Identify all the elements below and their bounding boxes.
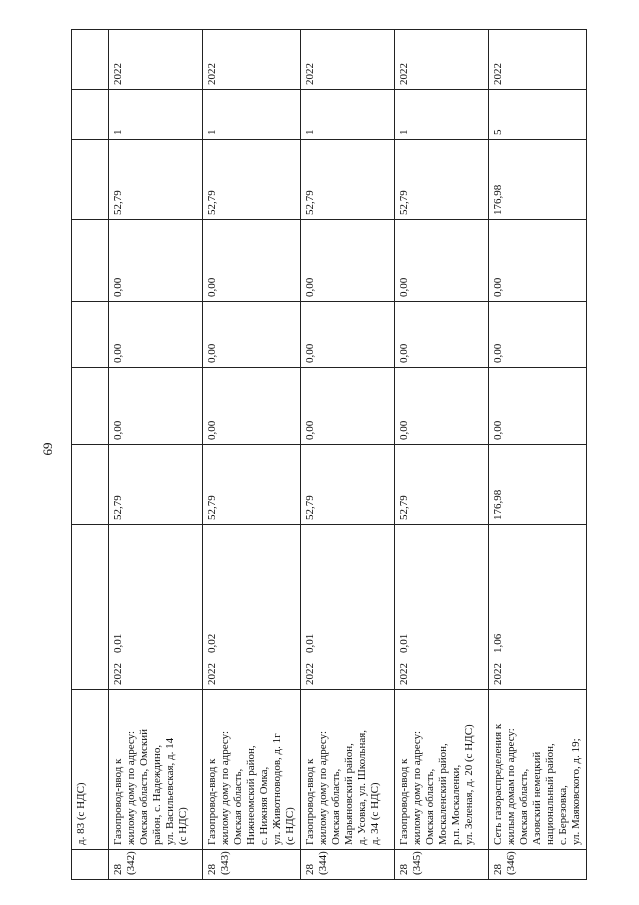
cell-start-year: 2022 xyxy=(395,30,489,90)
cell-year-param xyxy=(203,525,301,690)
cell-cost-total: 52,79 xyxy=(301,445,395,525)
description-line: район, с. Надеждино, xyxy=(151,744,163,845)
cell-c2: 0,00 xyxy=(395,302,489,368)
cell-number: 28 (344) xyxy=(301,850,395,880)
cell-c3: 0,00 xyxy=(301,220,395,302)
cell-c2: 0,00 xyxy=(489,302,587,368)
cell-continuation-text: д. 83 (с НДС) xyxy=(72,690,109,850)
description-line: Газопровод-ввод к xyxy=(304,758,316,845)
description-line: ул. Васильевская, д. 14 xyxy=(164,737,176,845)
description-line: с. Березовка, xyxy=(557,785,569,845)
cell-c2: 0,00 xyxy=(203,302,301,368)
cell-start-year: 2022 xyxy=(489,30,587,90)
description-line: Омская область, xyxy=(330,768,342,845)
cell-year-param xyxy=(489,525,587,690)
cell-empty xyxy=(72,90,109,140)
cell-number: 28 (346) xyxy=(489,850,587,880)
cell-description xyxy=(395,690,489,850)
cell-c1: 0,00 xyxy=(109,368,203,445)
cell-year-param xyxy=(109,525,203,690)
description-line: Москаленский район, xyxy=(437,743,449,845)
cell-year-param xyxy=(301,525,395,690)
cell-number: 28 (343) xyxy=(203,850,301,880)
continuation-row xyxy=(72,30,109,880)
cell-qty: 1 xyxy=(109,90,203,140)
cell-empty xyxy=(72,445,109,525)
description-line: Омская область, xyxy=(518,768,530,845)
cell-qty: 1 xyxy=(395,90,489,140)
cell-description xyxy=(109,690,203,850)
cell-number: 28 (342) xyxy=(109,850,203,880)
cell-c4: 52,79 xyxy=(109,140,203,220)
table-row xyxy=(489,30,587,880)
cell-c1: 0,00 xyxy=(301,368,395,445)
description-line: Омская область, Омский xyxy=(138,729,150,845)
description-line: жилым домам по адресу: xyxy=(505,728,517,845)
description-line: Сеть газораспределения к xyxy=(492,723,504,845)
cell-description xyxy=(301,690,395,850)
cell-year: 2022 xyxy=(304,663,316,685)
cell-c4: 176,98 xyxy=(489,140,587,220)
cell-year: 2022 xyxy=(112,663,124,685)
cell-year: 2022 xyxy=(206,663,218,685)
cell-c1: 0,00 xyxy=(489,368,587,445)
cell-cost-total: 52,79 xyxy=(203,445,301,525)
cell-qty: 1 xyxy=(203,90,301,140)
cell-cost-total: 52,79 xyxy=(109,445,203,525)
cell-c1: 0,00 xyxy=(203,368,301,445)
cell-c2: 0,00 xyxy=(301,302,395,368)
cell-cost-total: 52,79 xyxy=(395,445,489,525)
cell-cost-total: 176,98 xyxy=(489,445,587,525)
cell-empty xyxy=(72,30,109,90)
cell-empty xyxy=(72,302,109,368)
page-number: 69 xyxy=(40,442,55,456)
cell-number: 28 (345) xyxy=(395,850,489,880)
description-line: Омская область, xyxy=(232,768,244,845)
cell-c3: 0,00 xyxy=(203,220,301,302)
investment-table xyxy=(71,29,587,880)
description-line: ул. Животноводов, д. 1г xyxy=(271,733,283,845)
description-line: Омская область, xyxy=(424,768,436,845)
cell-start-year: 2022 xyxy=(109,30,203,90)
description-line: д. 34 (с НДС) xyxy=(369,782,381,845)
table-row xyxy=(301,30,395,880)
cell-c4: 52,79 xyxy=(301,140,395,220)
description-line: жилому дому по адресу: xyxy=(125,731,137,845)
description-line: Газопровод-ввод к xyxy=(112,758,124,845)
table-row xyxy=(203,30,301,880)
cell-year: 2022 xyxy=(398,663,410,685)
cell-c4: 52,79 xyxy=(203,140,301,220)
description-line: национальный район, xyxy=(544,743,556,845)
cell-param: 0,01 xyxy=(398,633,410,653)
cell-description xyxy=(489,690,587,850)
description-line: (с НДС) xyxy=(177,807,189,845)
cell-param: 0,02 xyxy=(206,633,218,653)
cell-empty xyxy=(72,850,109,880)
description-line: р.п. Москаленки, xyxy=(450,764,462,845)
cell-param: 0,01 xyxy=(112,633,124,653)
description-line: Газопровод-ввод к xyxy=(398,758,410,845)
cell-qty: 5 xyxy=(489,90,587,140)
cell-c3: 0,00 xyxy=(395,220,489,302)
cell-empty xyxy=(72,368,109,445)
cell-c3: 0,00 xyxy=(109,220,203,302)
cell-start-year: 2022 xyxy=(203,30,301,90)
cell-c4: 52,79 xyxy=(395,140,489,220)
description-line: жилому дому по адресу: xyxy=(411,731,423,845)
description-line: жилому дому по адресу: xyxy=(317,731,329,845)
cell-param: 1,06 xyxy=(492,633,504,653)
table-row xyxy=(395,30,489,880)
cell-year-param xyxy=(395,525,489,690)
description-line: Газопровод-ввод к xyxy=(206,758,218,845)
description-line: ул. Зеленая, д. 20 (с НДС) xyxy=(463,724,475,845)
description-line: ул. Маяковского, д. 19; xyxy=(570,738,582,845)
description-line: Азовский немецкий xyxy=(531,751,543,845)
cell-param: 0,01 xyxy=(304,633,316,653)
table-row xyxy=(109,30,203,880)
description-line: жилому дому по адресу: xyxy=(219,731,231,845)
description-line: д. Усовка, ул. Школьная, xyxy=(356,729,368,845)
cell-c2: 0,00 xyxy=(109,302,203,368)
description-line: (с НДС) xyxy=(284,807,296,845)
cell-empty xyxy=(72,525,109,690)
cell-qty: 1 xyxy=(301,90,395,140)
cell-empty xyxy=(72,140,109,220)
cell-c3: 0,00 xyxy=(489,220,587,302)
cell-year: 2022 xyxy=(492,663,504,685)
cell-description xyxy=(203,690,301,850)
cell-start-year: 2022 xyxy=(301,30,395,90)
rotated-table-container xyxy=(71,30,587,880)
description-line: Нижнеомский район, xyxy=(245,745,257,845)
description-line: Марьяновский район, xyxy=(343,743,355,845)
description-line: с. Нижняя Омка, xyxy=(258,766,270,845)
cell-empty xyxy=(72,220,109,302)
cell-c1: 0,00 xyxy=(395,368,489,445)
